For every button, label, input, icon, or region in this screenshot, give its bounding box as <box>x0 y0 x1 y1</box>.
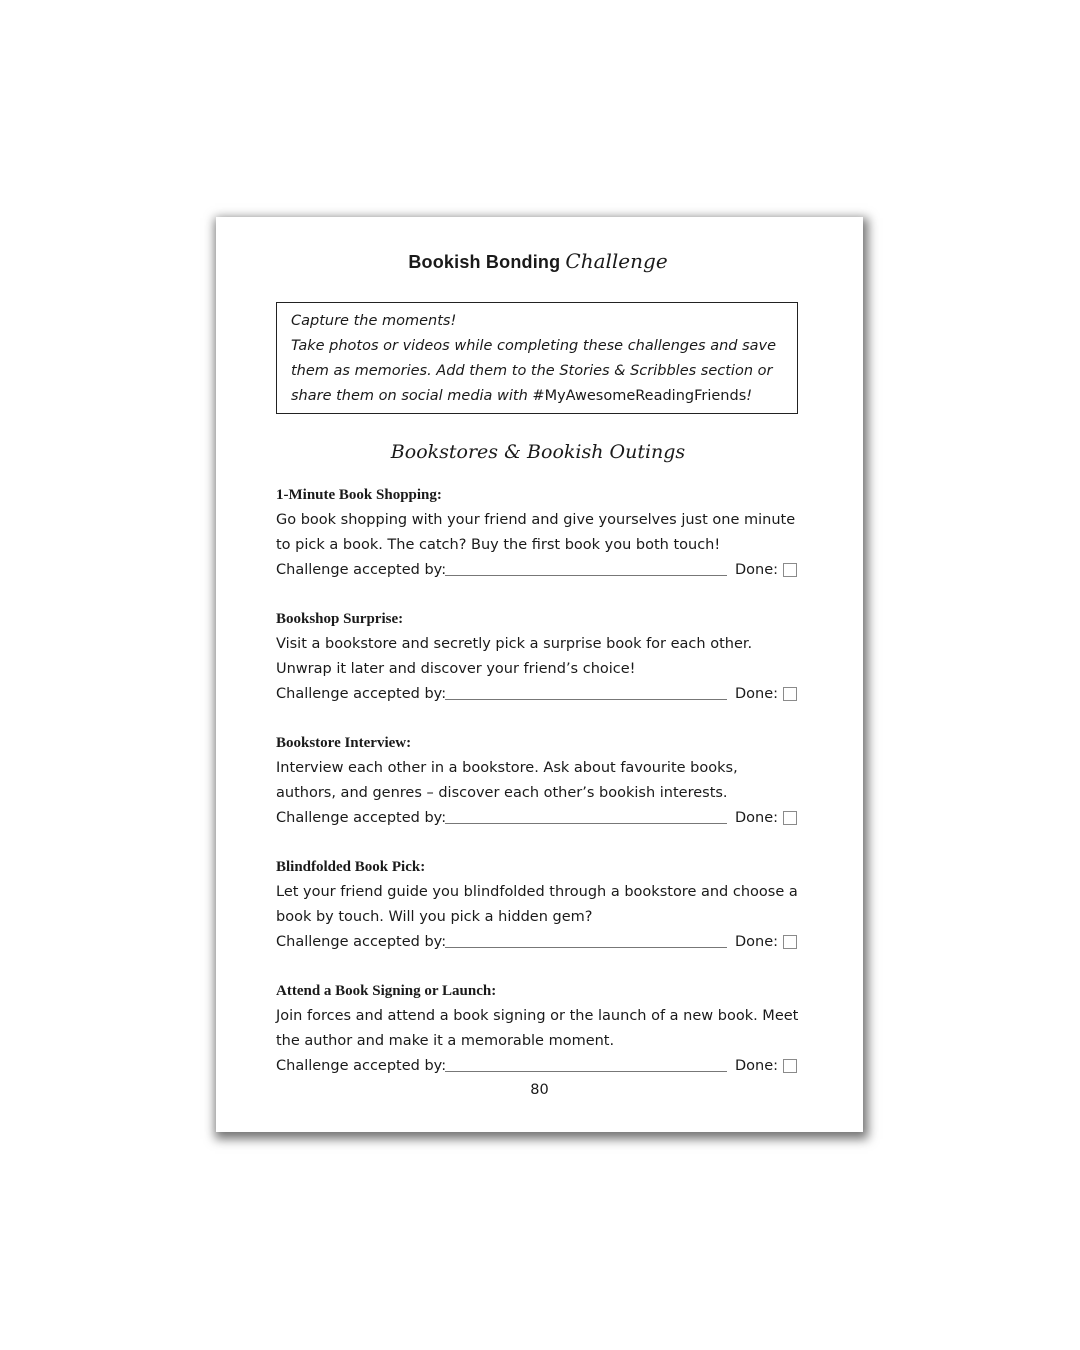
challenge-item <box>276 731 800 831</box>
challenge-item <box>276 483 800 583</box>
done-label: Done: <box>735 809 779 826</box>
accepted-by-line[interactable] <box>445 947 727 948</box>
accepted-by-line[interactable] <box>445 823 727 824</box>
done-checkbox[interactable] <box>783 811 797 825</box>
challenge-title: Bookshop Surprise: <box>276 611 404 627</box>
page-title-bold: Bookish Bonding <box>408 252 561 272</box>
challenge-title: Bookstore Interview: <box>276 735 412 751</box>
capture-body <box>291 334 783 409</box>
challenge-accept-row <box>276 1054 800 1079</box>
accept-label: Challenge accepted by: <box>276 1057 447 1074</box>
accepted-by-line[interactable] <box>445 699 727 700</box>
accepted-by-line[interactable] <box>445 1071 727 1072</box>
page-title <box>276 249 800 273</box>
accept-label: Challenge accepted by: <box>276 685 447 702</box>
challenge-accept-row <box>276 806 800 831</box>
accepted-by-line[interactable] <box>445 575 727 576</box>
challenge-title: Blindfolded Book Pick: <box>276 859 426 875</box>
done-checkbox[interactable] <box>783 563 797 577</box>
accept-label: Challenge accepted by: <box>276 561 447 578</box>
capture-body-text: Take photos or videos while completing these challenges and save them as memories. Add them to the Stories & Scribbles section or share them on social media with <box>291 338 777 404</box>
done-checkbox[interactable] <box>783 1059 797 1073</box>
challenge-accept-row <box>276 930 800 955</box>
done-checkbox[interactable] <box>783 935 797 949</box>
capture-suffix: ! <box>746 388 753 404</box>
done-label: Done: <box>735 933 779 950</box>
capture-heading: Capture the moments! <box>291 313 457 329</box>
challenge-description: Visit a bookstore and secretly pick a surprise book for each other. Unwrap it later and discover your friend’s choice! <box>276 636 753 677</box>
done-label: Done: <box>735 685 779 702</box>
challenge-description: Join forces and attend a book signing or the launch of a new book. Meet the author and make it a memorable moment. <box>276 1008 799 1049</box>
section-heading: Bookstores & Bookish Outings <box>390 441 686 463</box>
challenge-title: 1-Minute Book Shopping: <box>276 487 442 503</box>
accept-label: Challenge accepted by: <box>276 933 447 950</box>
capture-moments-box <box>276 302 798 414</box>
done-checkbox[interactable] <box>783 687 797 701</box>
challenge-description: Interview each other in a bookstore. Ask about favourite books, authors, and genres – discover each other’s bookish interests. <box>276 760 738 801</box>
capture-hashtag: #MyAwesomeReadingFriends <box>532 388 747 404</box>
accept-label: Challenge accepted by: <box>276 809 447 826</box>
challenge-item <box>276 855 800 955</box>
book-page <box>216 217 863 1132</box>
challenge-description: Let your friend guide you blindfolded through a bookstore and choose a book by touch. Will you pick a hidden gem? <box>276 884 798 925</box>
challenge-accept-row <box>276 682 800 707</box>
done-label: Done: <box>735 561 779 578</box>
page-number: 80 <box>530 1082 549 1098</box>
done-label: Done: <box>735 1057 779 1074</box>
challenge-accept-row <box>276 558 800 583</box>
challenge-item <box>276 979 800 1079</box>
page-title-script: Challenge <box>565 249 668 273</box>
challenge-description: Go book shopping with your friend and give yourselves just one minute to pick a book. The catch? Buy the first book you both touch! <box>276 512 796 553</box>
challenge-item <box>276 607 800 707</box>
challenge-title: Attend a Book Signing or Launch: <box>276 983 497 999</box>
